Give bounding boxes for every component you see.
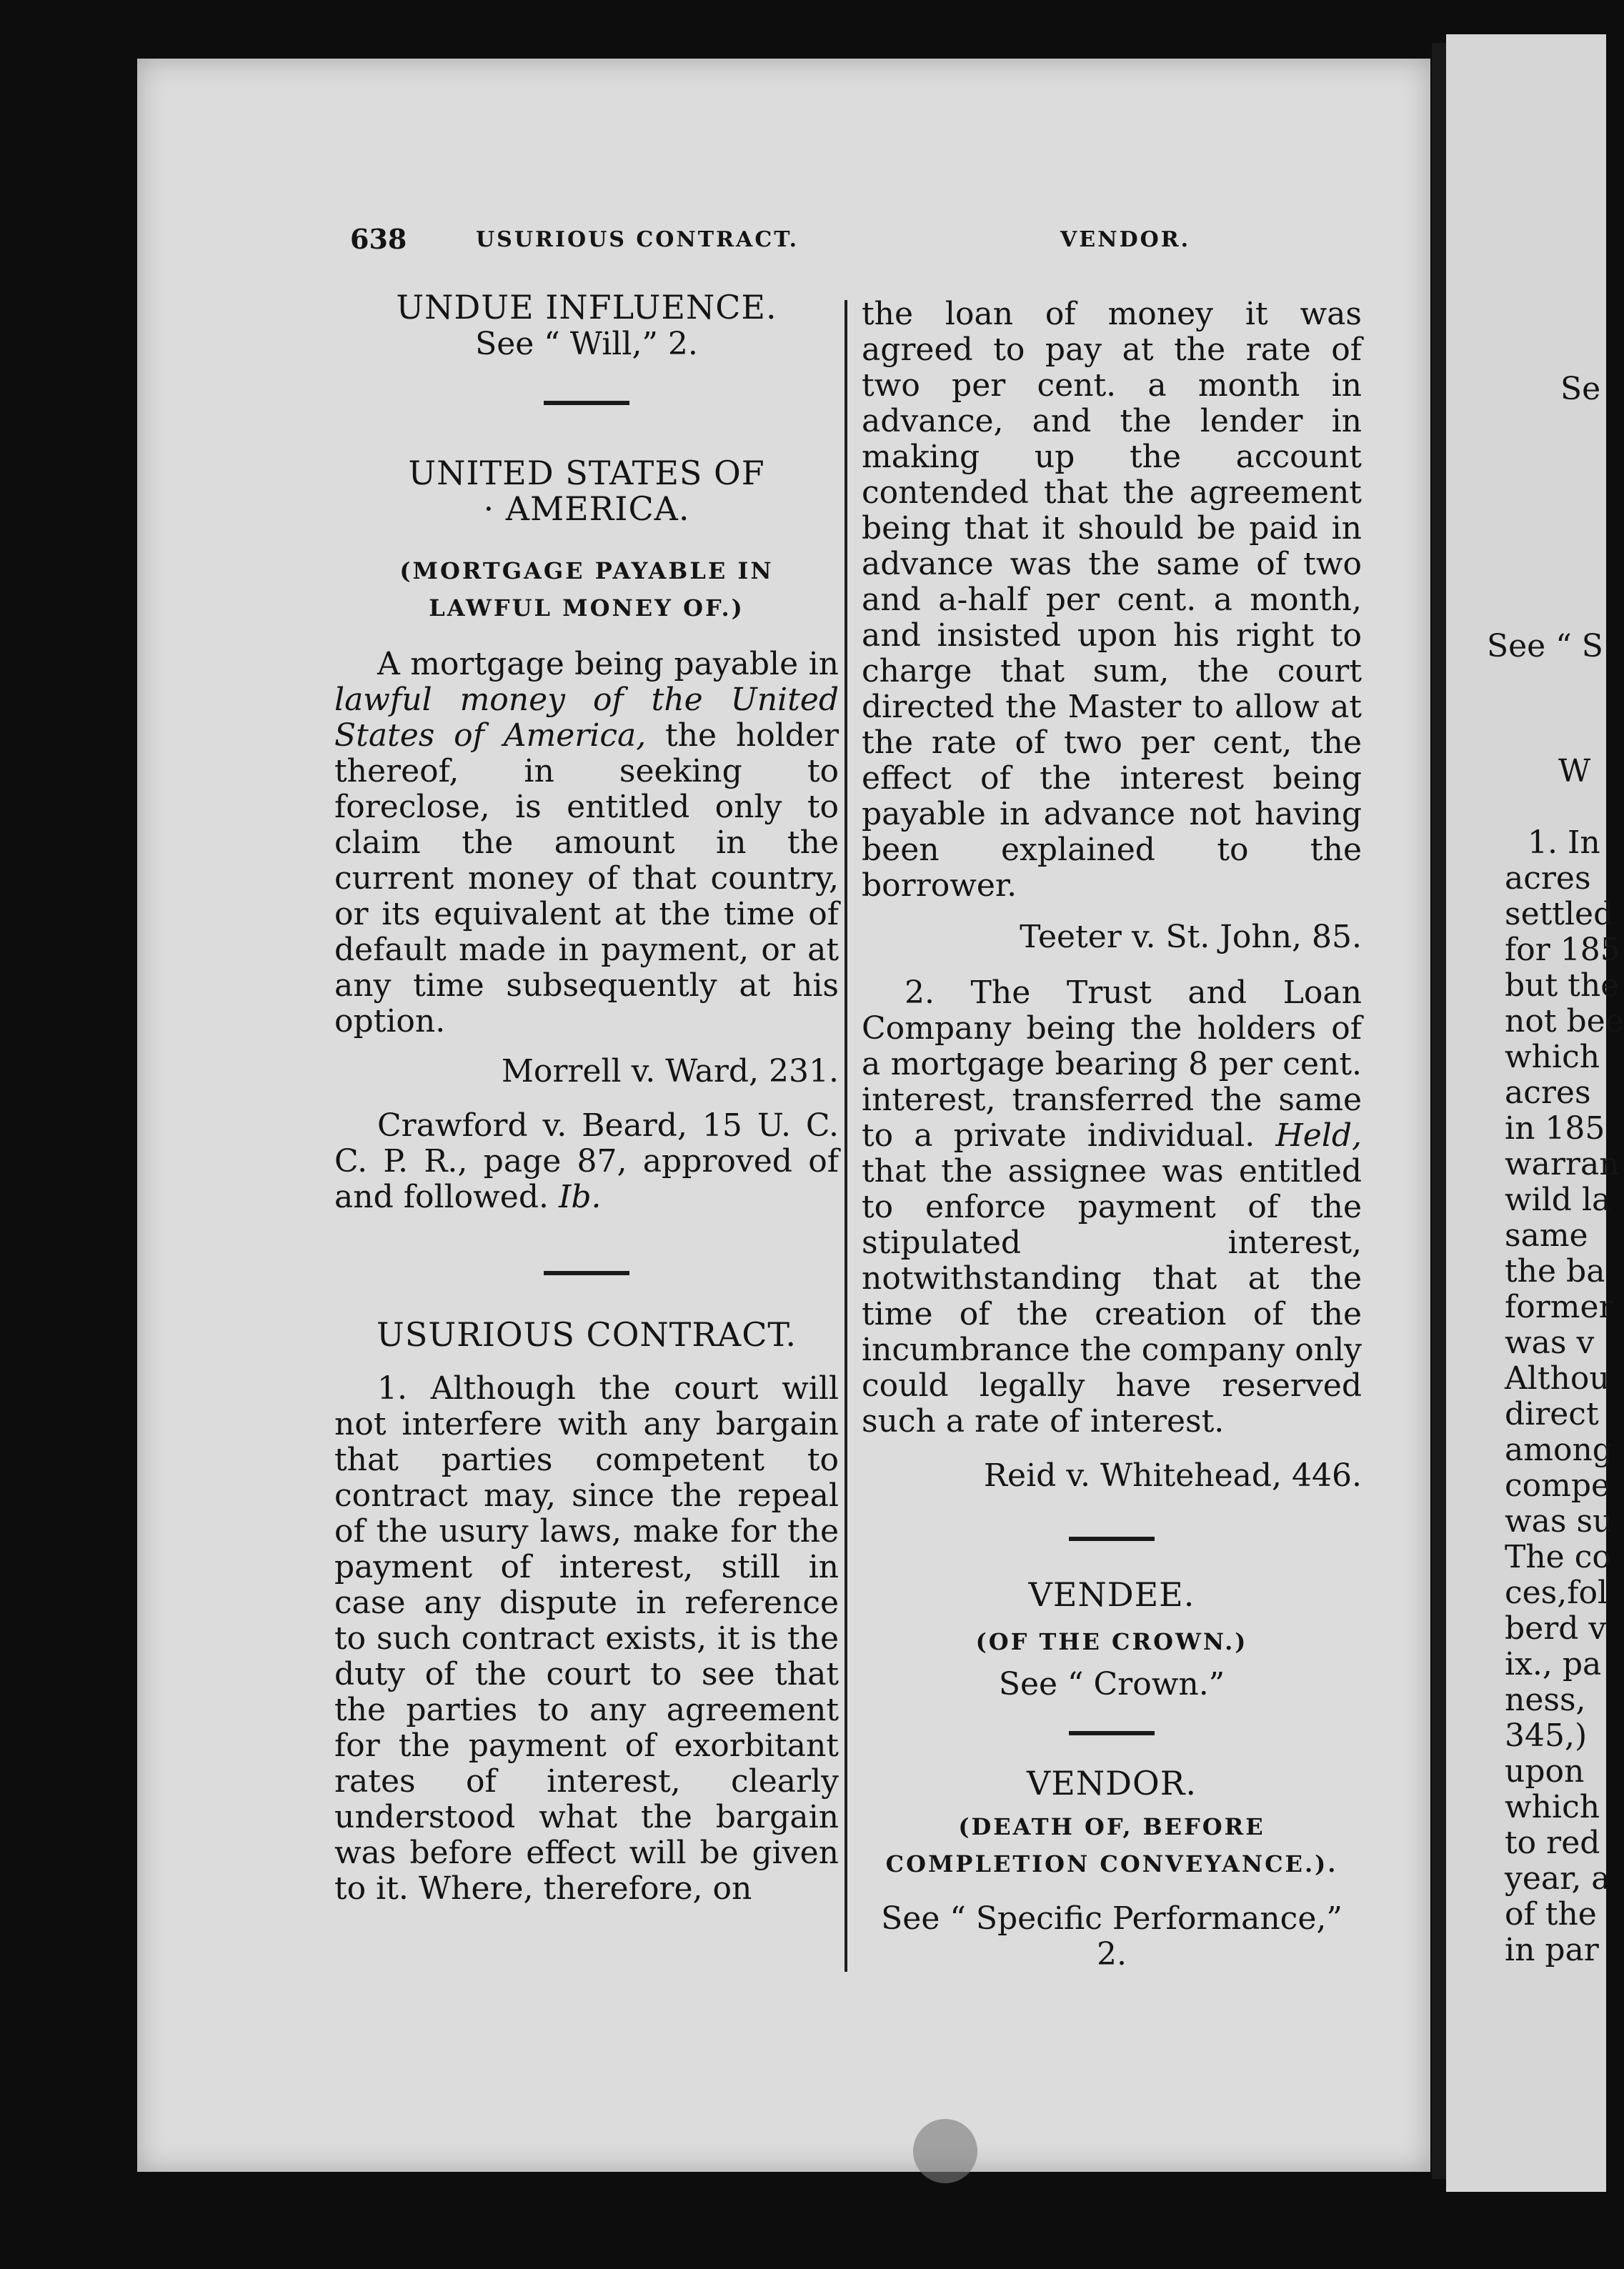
adjacent-page-fragment: but the bbox=[1505, 967, 1620, 1004]
page-number: 638 bbox=[350, 223, 407, 255]
adjacent-page-fragment: Se bbox=[1560, 371, 1601, 407]
vendee-subheading: (OF THE CROWN.) bbox=[975, 1628, 1248, 1655]
adjacent-page-fragment: ces,fol bbox=[1505, 1575, 1608, 1611]
section-rule bbox=[1069, 1537, 1155, 1541]
adjacent-page-fragment: the ba bbox=[1505, 1253, 1605, 1290]
adjacent-page-fragment: to red bbox=[1505, 1825, 1600, 1861]
adjacent-page-fragment: warran bbox=[1505, 1146, 1620, 1182]
adjacent-page-fragment: ix., pa bbox=[1505, 1646, 1602, 1682]
adjacent-page-fragment: direct bbox=[1505, 1396, 1599, 1432]
adjacent-page-fragment: 1. In bbox=[1528, 824, 1600, 861]
scan-smudge bbox=[913, 2119, 977, 2183]
adjacent-page-fragment: in par bbox=[1505, 1932, 1599, 1968]
usa-paragraph-end: the holder thereof, in seeking to foreclose, is entitled only to claim the amount in the current money of that country, or its equivalent at the time of default made in payment, or at any time subsequently at his option. bbox=[334, 717, 839, 1039]
usa-heading-line2: · AMERICA. bbox=[483, 489, 690, 528]
trust-loan-paragraph bbox=[862, 975, 1362, 1440]
crawford-text: Crawford v. Beard, 15 U. C. C. P. R., page 87, approved of and followed. bbox=[334, 1107, 839, 1215]
morrell-citation: Morrell v. Ward, 231. bbox=[501, 1053, 839, 1089]
trust-loan-held: Held, bbox=[1275, 1117, 1362, 1154]
trust-loan-start: 2. The Trust and Loan Company being the holders of a mortgage bearing 8 per cent. interest, transferred the same to a private individual. bbox=[862, 974, 1362, 1154]
left-column bbox=[334, 289, 839, 1907]
running-head-right: VENDOR. bbox=[1060, 227, 1191, 252]
right-column bbox=[862, 296, 1362, 1973]
adjacent-page-fragment: compe bbox=[1505, 1467, 1610, 1504]
section-rule bbox=[544, 401, 629, 405]
section-rule bbox=[1069, 1731, 1155, 1735]
adjacent-page-fragment: W bbox=[1558, 753, 1591, 789]
adjacent-page-fragment: was v bbox=[1505, 1325, 1595, 1361]
adjacent-page-fragment: same bbox=[1505, 1217, 1588, 1254]
adjacent-page-fragment: which bbox=[1505, 1789, 1600, 1825]
usurious-contract-heading: USURIOUS CONTRACT. bbox=[377, 1315, 797, 1354]
continued-paragraph: the loan of money it was agreed to pay at the rate of two per cent. a month in advance, and the lender in making up the account contended that the agreement being that it should be paid in advance was the same of two and a-half per cent. a month, and insisted upon his right to charge that sum, the court directed the Master to allow at the rate of two per cent, the effect of the interest being payable in advance not having been explained to the borrower. bbox=[862, 296, 1362, 904]
adjacent-page-fragment: for 185 bbox=[1505, 932, 1620, 968]
usa-paragraph bbox=[334, 647, 839, 1039]
adjacent-page-fragment: 345,) bbox=[1505, 1717, 1588, 1754]
adjacent-page-fragment: year, a bbox=[1505, 1860, 1610, 1897]
section-rule bbox=[544, 1271, 629, 1275]
page-gutter bbox=[1432, 43, 1446, 2179]
adjacent-page-fragment: among bbox=[1505, 1432, 1613, 1468]
adjacent-page-fragment: wild la bbox=[1505, 1182, 1611, 1218]
usurious-contract-paragraph: 1. Although the court will not interfere with any bargain that parties competent to contract may, since the repeal of the usury laws, make for the payment of interest, still in case any dispute in reference to such contract exists, it is the duty of the court to see that the parties to any agreement for the payment of exorbitant rates of interest, clearly understood what the bargain was before effect will be given to it. Where, therefore, on bbox=[334, 1370, 839, 1907]
vendee-see: See “ Crown.” bbox=[998, 1666, 1225, 1702]
adjacent-page-fragment: of the bbox=[1505, 1896, 1597, 1933]
vendor-heading: VENDOR. bbox=[1027, 1764, 1197, 1802]
trust-loan-end: that the assignee was entitled to enforce payment of the stipulated interest, notwithstanding that at the time of the creation of the incumbrance the company only could legally have reserved such a rate of interest. bbox=[862, 1153, 1362, 1440]
crawford-ib: Ib. bbox=[558, 1179, 602, 1215]
adjacent-page-fragment: was su bbox=[1505, 1503, 1613, 1540]
usa-heading-line1: UNITED STATES OF bbox=[408, 454, 765, 492]
adjacent-page-fragment: settled bbox=[1505, 896, 1614, 932]
vendor-see: See “ Specific Performance,” 2. bbox=[881, 1900, 1342, 1973]
adjacent-page-fragment: acres bbox=[1505, 1074, 1591, 1111]
usa-subheading: (MORTGAGE PAYABLE IN LAWFUL MONEY OF.) bbox=[399, 557, 774, 622]
adjacent-page-fragment: which bbox=[1505, 1039, 1600, 1075]
usa-paragraph-italic: lawful money of the United States of America, bbox=[334, 682, 839, 754]
vendee-heading: VENDEE. bbox=[1028, 1575, 1195, 1614]
adjacent-page-fragment: former bbox=[1505, 1289, 1614, 1325]
vendor-subheading: (DEATH OF, BEFORE COMPLETION CONVEYANCE.). bbox=[885, 1813, 1338, 1877]
adjacent-page-fragment: berd v bbox=[1505, 1610, 1607, 1647]
adjacent-page-fragment: The co bbox=[1505, 1539, 1611, 1575]
adjacent-page-fragment: ness, bbox=[1505, 1682, 1586, 1718]
running-head-left: USURIOUS CONTRACT. bbox=[476, 227, 799, 252]
column-divider bbox=[845, 300, 847, 1972]
crawford-paragraph bbox=[334, 1108, 839, 1215]
teeter-citation: Teeter v. St. John, 85. bbox=[1020, 919, 1362, 955]
adjacent-page-fragment: See “ S bbox=[1487, 628, 1603, 664]
undue-influence-see: See “ Will,” 2. bbox=[475, 326, 698, 362]
adjacent-page-fragment: not bee bbox=[1505, 1003, 1624, 1039]
usa-paragraph-start: A mortgage being payable in bbox=[377, 646, 839, 682]
adjacent-page-fragment: upon bbox=[1505, 1753, 1585, 1790]
adjacent-page-fragment: in 185 bbox=[1505, 1110, 1605, 1147]
adjacent-page-fragment: Althou bbox=[1505, 1360, 1610, 1397]
undue-influence-heading: UNDUE INFLUENCE. bbox=[396, 288, 777, 326]
adjacent-page-fragment: acres bbox=[1505, 860, 1591, 897]
reid-citation: Reid v. Whitehead, 446. bbox=[983, 1457, 1362, 1494]
